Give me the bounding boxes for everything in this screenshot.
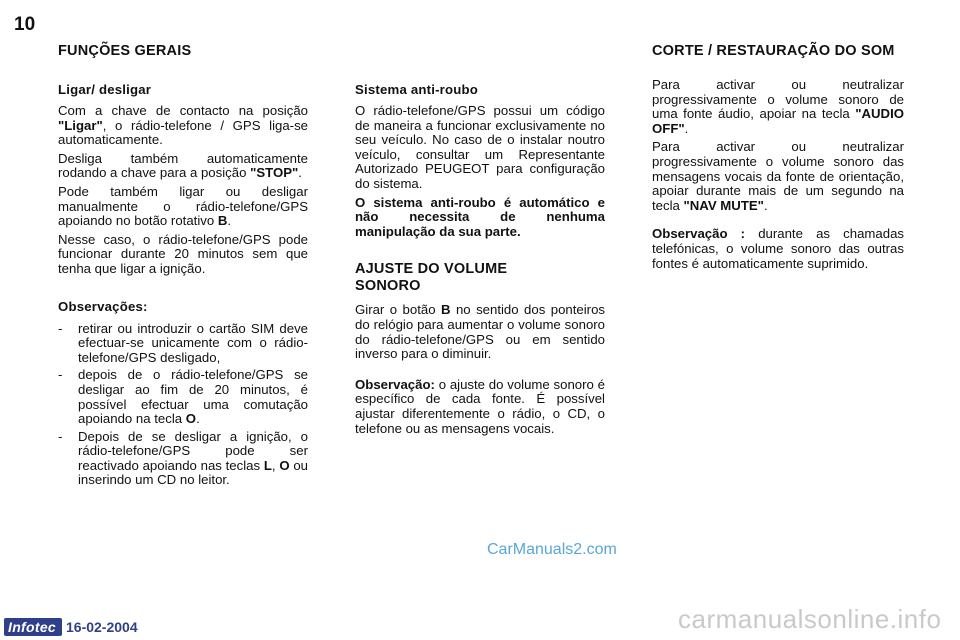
anti-theft-heading: Sistema anti-roubo [355, 82, 479, 97]
volume-observation [355, 378, 605, 436]
volume-heading: AJUSTE DO VOLUME SONORO [355, 261, 508, 295]
text: , o rádio-telefone / GPS liga-se automaticamente. [58, 117, 308, 148]
anti-theft-note: O sistema anti-roubo é automático e não necessita de nenhuma manipulação da sua parte. [355, 194, 605, 239]
list-item [58, 322, 308, 366]
mute-paragraph-1 [652, 78, 904, 136]
section-title-general-functions: FUNÇÕES GERAIS [58, 43, 192, 59]
text: Pode também ligar ou desligar manualmente o rádio-telefone/GPS apoiando no botão rotativo [58, 183, 308, 229]
observation-label: Observação : [652, 226, 746, 242]
column-mute [652, 78, 904, 275]
key-o-label: O [185, 411, 197, 427]
text: durante as chamadas telefónicas, o volume sonoro das outras fontes é automaticamente suprimido. [652, 226, 904, 271]
text: ou inserindo um CD no leitor. [78, 457, 308, 488]
text: . [684, 120, 689, 136]
text: . [298, 165, 302, 181]
observations-list [58, 322, 308, 489]
mute-heading: CORTE / RESTAURAÇÃO DO SOM [652, 43, 895, 59]
text: Depois de se desligar a ignição, o rádio-telefone/GPS pode ser reactivado apoiando nas teclas [78, 428, 308, 473]
text: depois de o rádio-telefone/GPS se desligar ao fim de 20 minutos, é possível efectuar uma comutação apoiando na tecla [78, 367, 308, 427]
button-b-label: B [217, 213, 228, 229]
carmanuals-watermark-link[interactable]: CarManuals2.com [487, 541, 617, 558]
footer-date: 16-02-2004 [66, 619, 138, 635]
text: . [227, 213, 232, 229]
on-off-paragraph-4: Nesse caso, o rádio-telefone/GPS pode funcionar durante 20 minutos sem que tenha que ligar a ignição. [58, 231, 308, 276]
mute-paragraph-2 [652, 140, 904, 213]
on-off-paragraph-2 [58, 152, 308, 181]
volume-paragraph [355, 303, 605, 361]
column-on-off [58, 82, 308, 491]
text: Para activar ou neutralizar progressivamente o volume sonoro de uma fonte áudio, apoiar na tecla [652, 77, 904, 122]
on-off-paragraph-3 [58, 185, 308, 229]
key-position-on: "Ligar" [58, 117, 103, 133]
text: . [763, 197, 768, 213]
on-off-paragraph-1 [58, 104, 308, 148]
list-dash: - [58, 320, 63, 336]
text: , [271, 457, 280, 473]
footer [4, 618, 138, 636]
text: Desliga também automaticamente rodando a chave para a posição [58, 150, 308, 181]
list-dash: - [58, 428, 63, 444]
list-item [58, 430, 308, 488]
list-dash: - [58, 367, 63, 383]
button-b-label: B [440, 302, 451, 318]
observation-label: Observação: [355, 376, 435, 392]
key-o-label: O [279, 457, 290, 473]
text: o ajuste do volume sonoro é específico de cada fonte. É possível ajustar diferentemente o rádio, o CD, o telefone ou as mensagens vocais. [355, 376, 605, 436]
page-number: 10 [14, 14, 36, 35]
text: Com a chave de contacto na posição [58, 103, 308, 118]
observations-heading: Observações: [58, 298, 148, 314]
column-anti-theft-volume [355, 82, 605, 440]
on-off-heading: Ligar/ desligar [58, 82, 152, 97]
infotec-logo: Infotec [4, 618, 62, 636]
text: Girar o botão [355, 302, 441, 318]
text: retirar ou introduzir o cartão SIM deve efectuar-se unicamente com o rádio-telefone/GPS desligado, [78, 320, 308, 365]
site-watermark: carmanualsonline.info [678, 604, 942, 634]
audio-off-key-label: "AUDIO OFF" [652, 106, 904, 136]
key-position-stop: "STOP" [250, 165, 299, 181]
text: Para activar ou neutralizar progressivamente o volume sonoro das mensagens vocais da fonte de orientação, apoiar durante mais de um segundo na tecla [652, 139, 904, 213]
text: no sentido dos ponteiros do relógio para aumentar o volume sonoro do rádio-telefone/GPS ou em sentido inverso para o diminuir. [355, 302, 605, 362]
mute-observation [652, 227, 904, 271]
list-item [58, 368, 308, 426]
nav-mute-key-label: "NAV MUTE" [683, 197, 764, 213]
key-l-label: L [263, 457, 272, 473]
text: . [196, 411, 200, 427]
anti-theft-paragraph: O rádio-telefone/GPS possui um código de maneira a funcionar exclusivamente no seu veículo. No caso de o instalar noutro veículo, consultar um Representante Autorizado PEUGEOT para configuração do sistema. [355, 103, 605, 191]
